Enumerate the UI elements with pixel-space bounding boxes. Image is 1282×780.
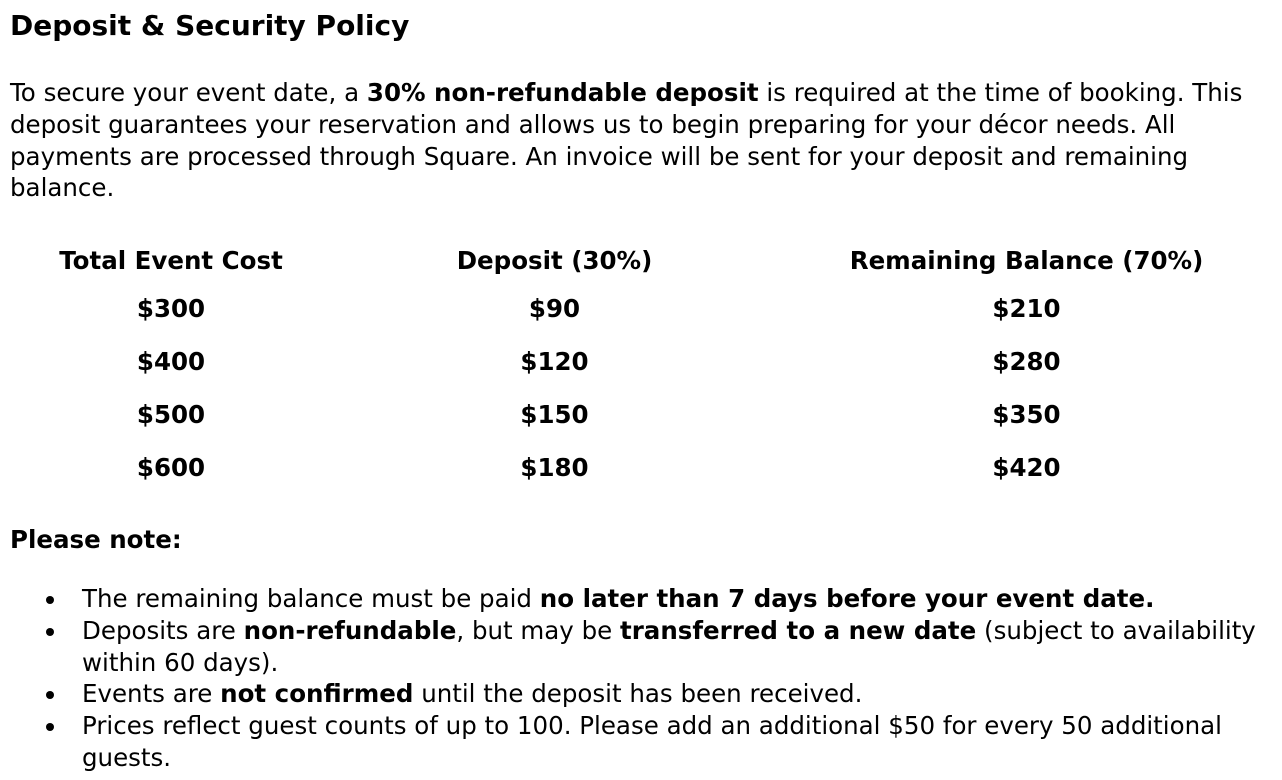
note-bold-text: no later than 7 days before your event date. — [539, 584, 1155, 613]
intro-paragraph — [10, 77, 1276, 204]
remaining-balance-cell: $350 — [992, 400, 1061, 429]
deposit-cell: $120 — [520, 347, 589, 376]
remaining-balance-cell: $420 — [992, 453, 1061, 482]
table-header-row — [10, 238, 1276, 282]
table-row — [10, 388, 1276, 441]
header-deposit: Deposit (30%) — [456, 245, 653, 275]
note-text: , but may be — [456, 615, 621, 645]
deposit-cell: $90 — [528, 294, 581, 323]
list-item — [10, 615, 1276, 679]
header-remaining-balance: Remaining Balance (70%) — [849, 245, 1204, 275]
note-bold-text: non-refundable — [243, 615, 457, 645]
total-cost-cell: $500 — [136, 400, 206, 429]
note-bold-text: not confirmed — [220, 679, 414, 709]
remaining-balance-cell: $280 — [992, 347, 1061, 376]
note-heading: Please note: — [10, 525, 182, 554]
bullet-icon — [46, 628, 54, 636]
note-text: Prices reflect guest counts of up to 100. Please add an additional $50 for every 50 additional guests. — [82, 711, 1222, 772]
intro-text: To secure your event date, a — [10, 78, 367, 107]
total-cost-cell: $400 — [136, 347, 206, 376]
intro-bold-text: 30% non-refundable deposit — [366, 78, 759, 107]
table-row — [10, 335, 1276, 388]
list-item — [10, 583, 1276, 615]
note-text: The remaining balance must be paid — [82, 584, 540, 613]
table-row — [10, 282, 1276, 335]
note-text: until the deposit has been received. — [413, 679, 863, 709]
total-cost-cell: $300 — [136, 294, 206, 323]
note-text: Deposits are — [82, 615, 244, 645]
deposit-cell: $150 — [520, 400, 589, 429]
note-bold-text: transferred to a new date — [620, 615, 977, 645]
list-item — [10, 710, 1276, 774]
page-title: Deposit & Security Policy — [10, 9, 410, 42]
deposit-table — [10, 238, 1276, 494]
bullet-icon — [46, 596, 54, 604]
list-item — [10, 678, 1276, 710]
table-row — [10, 441, 1276, 494]
note-text: Events are — [82, 679, 221, 709]
bullet-icon — [46, 691, 54, 699]
deposit-cell: $180 — [520, 453, 589, 482]
remaining-balance-cell: $210 — [992, 294, 1061, 323]
notes-list — [10, 583, 1276, 774]
total-cost-cell: $600 — [136, 453, 206, 482]
intro-text: is required at the time of booking. This deposit guarantees your reservation and allows us to begin preparing for your décor needs. All payments are processed through Square. An invoice will be sent for your deposit and remaining balance. — [10, 78, 1243, 203]
header-total-event-cost: Total Event Cost — [59, 245, 283, 275]
note-text: (subject to availability within 60 days). — [82, 615, 1256, 677]
bullet-icon — [46, 723, 54, 731]
